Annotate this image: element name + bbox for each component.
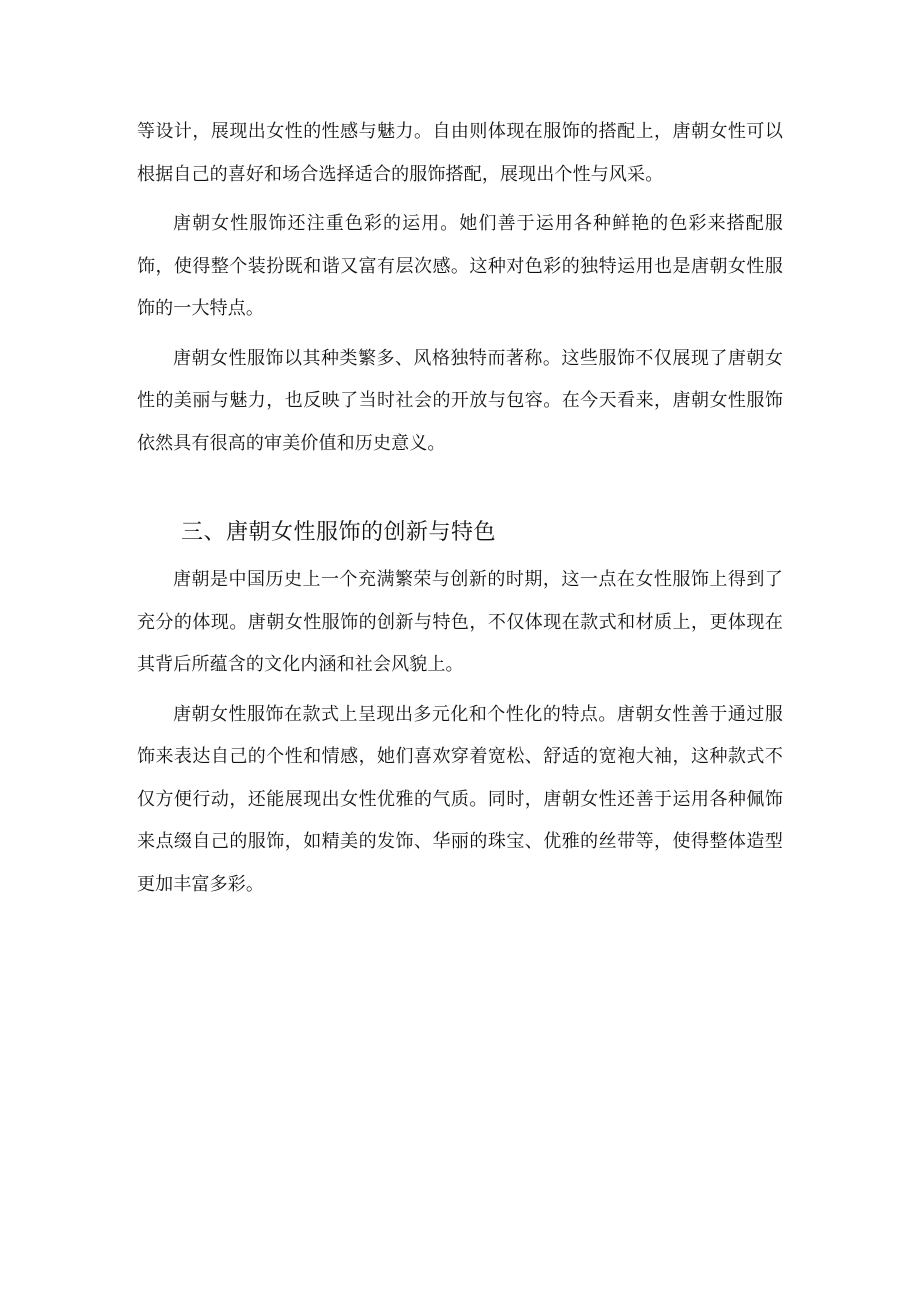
paragraph-style-diversity: 唐朝女性服饰在款式上呈现出多元化和个性化的特点。唐朝女性善于通过服饰来表达自己的个性和情感，她们喜欢穿着宽松、舒适的宽袍大袖，这种款式不仅方便行动，还能展现出女性优雅的气质。同时，唐朝女性还善于运用各种佩饰来点缀自己的服饰，如精美的发饰、华丽的珠宝、优雅的丝带等，使得整体造型更加丰富多彩。: [137, 703, 783, 895]
paragraph-innovation-intro: 唐朝是中国历史上一个充满繁荣与创新的时期，这一点在女性服饰上得到了充分的体现。唐朝女性服饰的创新与特色，不仅体现在款式和材质上，更体现在其背后所蕴含的文化内涵和社会风貌上。: [137, 569, 783, 675]
paragraph-continued: 等设计，展现出女性的性感与魅力。自由则体现在服饰的搭配上，唐朝女性可以根据自己的喜好和场合选择适合的服饰搭配，展现出个性与风采。: [137, 121, 783, 185]
paragraph-summary: 唐朝女性服饰以其种类繁多、风格独特而著称。这些服饰不仅展现了唐朝女性的美丽与魅力，也反映了当时社会的开放与包容。在今天看来，唐朝女性服饰依然具有很高的审美价值和历史意义。: [137, 347, 783, 454]
section-heading: 三、唐朝女性服饰的创新与特色: [181, 520, 497, 545]
paragraph-color-usage: 唐朝女性服饰还注重色彩的运用。她们善于运用各种鲜艳的色彩来搭配服饰，使得整个装扮既和谐又富有层次感。这种对色彩的独特运用也是唐朝女性服饰的一大特点。: [137, 213, 783, 319]
document-body: [137, 111, 783, 906]
